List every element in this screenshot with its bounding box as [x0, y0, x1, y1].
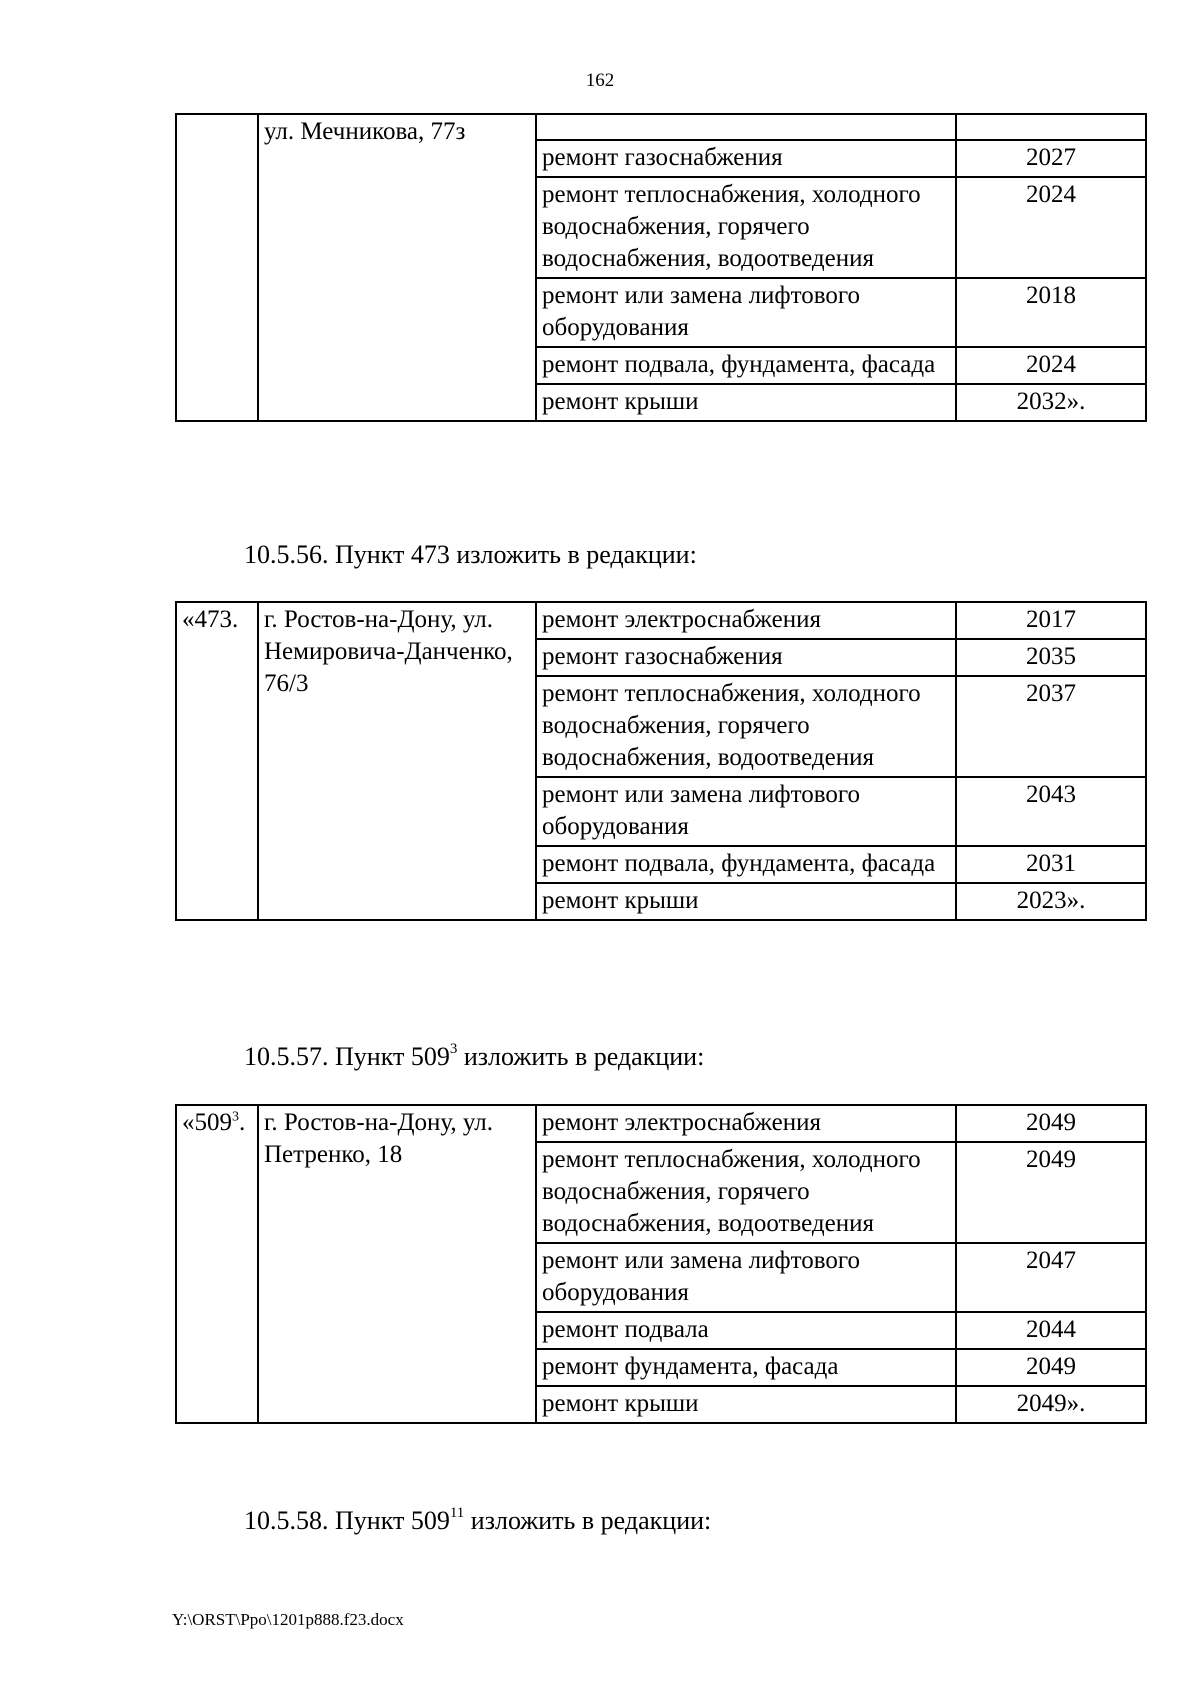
- year-cell: 2049».: [956, 1386, 1146, 1423]
- file-path-footer: Y:\ORST\Ppo\1201p888.f23.docx: [172, 1610, 404, 1629]
- year-cell: 2024: [956, 177, 1146, 278]
- work-cell: ремонт крыши: [536, 1386, 956, 1423]
- year-cell: 2043: [956, 777, 1146, 846]
- work-cell: [536, 114, 956, 140]
- work-cell: ремонт газоснабжения: [536, 140, 956, 177]
- year-cell: 2024: [956, 347, 1146, 384]
- item-number-cell: [176, 114, 258, 421]
- work-cell: ремонт подвала, фундамента, фасада: [536, 846, 956, 883]
- year-cell: 2017: [956, 602, 1146, 639]
- item-number-cell: «473.: [176, 602, 258, 920]
- work-cell: ремонт или замена лифтового оборудования: [536, 1243, 956, 1312]
- paragraph-text: изложить в редакции:: [457, 1042, 705, 1071]
- address-cell: г. Ростов-на-Дону, ул. Немировича-Данченко, 76/3: [258, 602, 536, 920]
- paragraph-text: 10.5.57. Пункт 509: [244, 1042, 450, 1071]
- work-cell: ремонт газоснабжения: [536, 639, 956, 676]
- year-cell: 2049: [956, 1142, 1146, 1243]
- year-cell: 2049: [956, 1349, 1146, 1386]
- superscript: 3: [449, 1041, 458, 1058]
- work-cell: ремонт электроснабжения: [536, 602, 956, 639]
- work-cell: ремонт или замена лифтового оборудования: [536, 777, 956, 846]
- paragraph-text: изложить в редакции:: [464, 1506, 712, 1535]
- work-cell: ремонт фундамента, фасада: [536, 1349, 956, 1386]
- item-number-cell: [176, 1105, 258, 1423]
- table-item-473: [175, 601, 1147, 921]
- table-house-mechnikova: [175, 113, 1147, 422]
- paragraph-10-5-58: [244, 1504, 711, 1538]
- work-cell: ремонт или замена лифтового оборудования: [536, 278, 956, 347]
- work-cell: ремонт теплоснабжения, холодного водоснабжения, горячего водоснабжения, водоотведения: [536, 1142, 956, 1243]
- year-cell: 2032».: [956, 384, 1146, 421]
- year-cell: 2044: [956, 1312, 1146, 1349]
- table-row: [176, 114, 1146, 140]
- page-number: 162: [585, 70, 615, 91]
- year-cell: 2018: [956, 278, 1146, 347]
- year-cell: 2023».: [956, 883, 1146, 920]
- year-cell: 2049: [956, 1105, 1146, 1142]
- year-cell: 2027: [956, 140, 1146, 177]
- year-cell: [956, 114, 1146, 140]
- table-item-509-3: [175, 1104, 1147, 1424]
- item-number-text: .: [239, 1109, 246, 1136]
- work-cell: ремонт электроснабжения: [536, 1105, 956, 1142]
- work-cell: ремонт подвала, фундамента, фасада: [536, 347, 956, 384]
- paragraph-text: 10.5.58. Пункт 509: [244, 1506, 450, 1535]
- superscript: 3: [232, 1109, 239, 1125]
- work-cell: ремонт теплоснабжения, холодного водоснабжения, горячего водоснабжения, водоотведения: [536, 177, 956, 278]
- year-cell: 2035: [956, 639, 1146, 676]
- superscript: 11: [449, 1505, 465, 1522]
- year-cell: 2037: [956, 676, 1146, 777]
- item-number-text: «509: [182, 1109, 232, 1136]
- year-cell: 2047: [956, 1243, 1146, 1312]
- work-cell: ремонт крыши: [536, 384, 956, 421]
- address-cell: ул. Мечникова, 77з: [258, 114, 536, 421]
- work-cell: ремонт теплоснабжения, холодного водоснабжения, горячего водоснабжения, водоотведения: [536, 676, 956, 777]
- year-cell: 2031: [956, 846, 1146, 883]
- work-cell: ремонт подвала: [536, 1312, 956, 1349]
- paragraph-10-5-57: [244, 1040, 704, 1074]
- table-row: [176, 602, 1146, 639]
- table-row: [176, 1105, 1146, 1142]
- paragraph-10-5-56: 10.5.56. Пункт 473 изложить в редакции:: [244, 540, 697, 569]
- work-cell: ремонт крыши: [536, 883, 956, 920]
- address-cell: г. Ростов-на-Дону, ул. Петренко, 18: [258, 1105, 536, 1423]
